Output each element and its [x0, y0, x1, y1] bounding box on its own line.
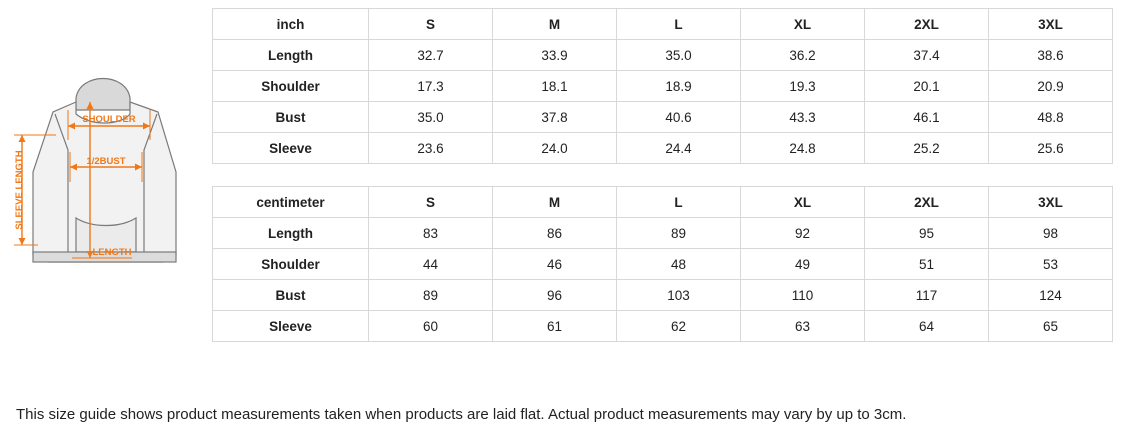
column-header-l: L	[617, 187, 741, 218]
cell-bust-m: 37.8	[493, 102, 617, 133]
cell-bust-m: 96	[493, 280, 617, 311]
cell-length-l: 35.0	[617, 40, 741, 71]
cell-length-s: 83	[369, 218, 493, 249]
cell-length-3xl: 38.6	[989, 40, 1113, 71]
cell-bust-xl: 43.3	[741, 102, 865, 133]
cell-shoulder-xl: 49	[741, 249, 865, 280]
cell-bust-l: 40.6	[617, 102, 741, 133]
cell-sleeve-s: 60	[369, 311, 493, 342]
cell-sleeve-m: 24.0	[493, 133, 617, 164]
sleeve-arrow-top	[19, 135, 26, 142]
sleeve-arrow-bottom	[19, 238, 26, 245]
cell-sleeve-s: 23.6	[369, 133, 493, 164]
cell-length-xl: 92	[741, 218, 865, 249]
cell-shoulder-m: 46	[493, 249, 617, 280]
cell-length-s: 32.7	[369, 40, 493, 71]
column-header-m: M	[493, 9, 617, 40]
cell-sleeve-2xl: 25.2	[865, 133, 989, 164]
table-row	[213, 311, 1113, 342]
length-label: LENGTH	[92, 247, 132, 258]
sleeve-length-label: SLEEVE LENGTH	[14, 150, 25, 230]
cell-shoulder-3xl: 20.9	[989, 71, 1113, 102]
table-row	[213, 280, 1113, 311]
row-label-sleeve: Sleeve	[213, 311, 369, 342]
table-header-row	[213, 187, 1113, 218]
cell-sleeve-xl: 63	[741, 311, 865, 342]
cell-shoulder-l: 18.9	[617, 71, 741, 102]
cell-bust-s: 89	[369, 280, 493, 311]
cell-length-m: 86	[493, 218, 617, 249]
cell-sleeve-2xl: 64	[865, 311, 989, 342]
cell-shoulder-3xl: 53	[989, 249, 1113, 280]
row-label-length: Length	[213, 218, 369, 249]
cell-shoulder-m: 18.1	[493, 71, 617, 102]
row-label-length: Length	[213, 40, 369, 71]
cell-bust-2xl: 46.1	[865, 102, 989, 133]
half-bust-label: 1/2BUST	[86, 156, 126, 167]
column-header-3xl: 3XL	[989, 187, 1113, 218]
cell-bust-2xl: 117	[865, 280, 989, 311]
table-row	[213, 249, 1113, 280]
row-label-shoulder: Shoulder	[213, 71, 369, 102]
cell-bust-s: 35.0	[369, 102, 493, 133]
hood-shape	[76, 79, 130, 111]
cell-shoulder-s: 17.3	[369, 71, 493, 102]
cell-sleeve-3xl: 65	[989, 311, 1113, 342]
cell-sleeve-xl: 24.8	[741, 133, 865, 164]
table-row	[213, 71, 1113, 102]
cell-sleeve-l: 24.4	[617, 133, 741, 164]
column-header-xl: XL	[741, 187, 865, 218]
size-table-centimeter	[212, 186, 1113, 342]
cell-length-xl: 36.2	[741, 40, 865, 71]
table-row	[213, 218, 1113, 249]
size-tables	[212, 8, 1112, 342]
table-row	[213, 40, 1113, 71]
column-header-xl: XL	[741, 9, 865, 40]
shoulder-label: SHOULDER	[82, 114, 136, 125]
column-header-3xl: 3XL	[989, 9, 1113, 40]
table-header-row	[213, 9, 1113, 40]
size-table-inch	[212, 8, 1113, 164]
cell-shoulder-l: 48	[617, 249, 741, 280]
column-header-m: M	[493, 187, 617, 218]
cell-bust-xl: 110	[741, 280, 865, 311]
cell-bust-3xl: 48.8	[989, 102, 1113, 133]
cell-length-2xl: 95	[865, 218, 989, 249]
cell-sleeve-l: 62	[617, 311, 741, 342]
cell-shoulder-2xl: 20.1	[865, 71, 989, 102]
cell-sleeve-3xl: 25.6	[989, 133, 1113, 164]
table-row	[213, 102, 1113, 133]
garment-measurement-diagram	[8, 40, 208, 270]
row-label-shoulder: Shoulder	[213, 249, 369, 280]
row-label-bust: Bust	[213, 102, 369, 133]
cell-length-l: 89	[617, 218, 741, 249]
column-header-2xl: 2XL	[865, 9, 989, 40]
row-label-sleeve: Sleeve	[213, 133, 369, 164]
table-row	[213, 133, 1113, 164]
cell-shoulder-s: 44	[369, 249, 493, 280]
size-guide-footnote: This size guide shows product measurements taken when products are laid flat. Actual product measurements may vary by up to 3cm.	[16, 406, 907, 423]
column-header-s: S	[369, 187, 493, 218]
cell-length-m: 33.9	[493, 40, 617, 71]
cell-shoulder-2xl: 51	[865, 249, 989, 280]
cell-bust-l: 103	[617, 280, 741, 311]
unit-header: inch	[213, 9, 369, 40]
cell-sleeve-m: 61	[493, 311, 617, 342]
unit-header: centimeter	[213, 187, 369, 218]
cell-length-3xl: 98	[989, 218, 1113, 249]
cell-shoulder-xl: 19.3	[741, 71, 865, 102]
column-header-s: S	[369, 9, 493, 40]
cell-length-2xl: 37.4	[865, 40, 989, 71]
column-header-l: L	[617, 9, 741, 40]
cell-bust-3xl: 124	[989, 280, 1113, 311]
column-header-2xl: 2XL	[865, 187, 989, 218]
row-label-bust: Bust	[213, 280, 369, 311]
